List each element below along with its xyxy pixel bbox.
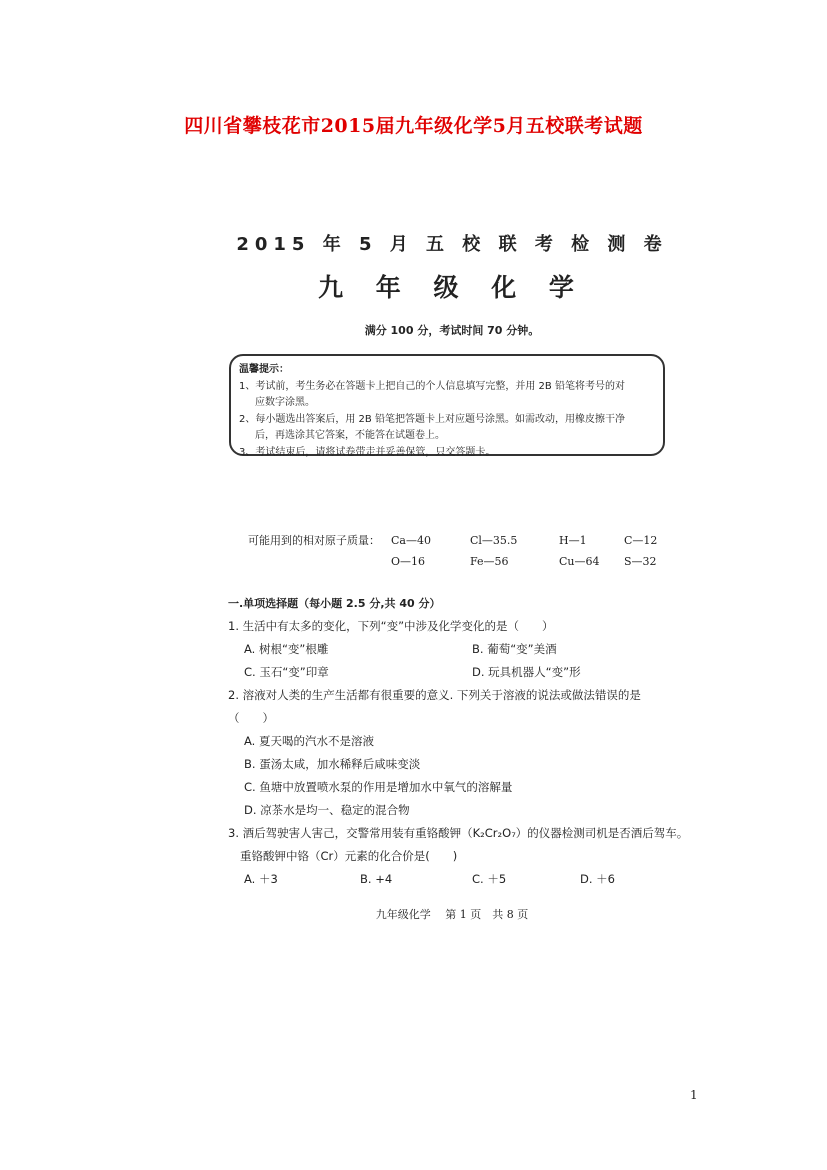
inner-page-footer: 九年级化学 第 1 页 共 8 页 — [375, 908, 529, 921]
question-stem: 2. 溶液对人类的生产生活都有很重要的意义. 下列关于溶液的说法或做法错误的是 — [228, 688, 641, 702]
question-stem: 3. 酒后驾驶害人害己，交警常用装有重铬酸钾（K₂Cr₂O₇）的仪器检测司机是否酒后驾车。 — [228, 826, 689, 840]
atomic-mass-value: Ca—40 — [391, 534, 431, 547]
option-row — [228, 638, 678, 661]
option-c: C. 玉石“变”印章 — [244, 665, 329, 679]
atomic-mass-row — [248, 551, 678, 572]
atomic-mass-row — [248, 530, 678, 551]
atomic-mass-value: Fe—56 — [470, 555, 509, 568]
option-b: B. +4 — [360, 872, 393, 886]
section-title: 一.单项选择题（每小题 2.5 分,共 40 分） — [228, 597, 441, 610]
question-3 — [228, 822, 689, 891]
option-c: C. 鱼塘中放置喷水泵的作用是增加水中氧气的溶解量 — [244, 780, 513, 794]
exam-title: 2015 年 5 月 五 校 联 考 检 测 卷 — [236, 234, 668, 255]
atomic-mass-value: Cu—64 — [559, 555, 600, 568]
notice-item: 2、每小题选出答案后，用 2B 铅笔把答题卡上对应题号涂黑。如需改动，用橡皮擦干净 — [239, 413, 625, 425]
notice-item-cont — [239, 395, 655, 412]
scanned-exam-page — [222, 226, 689, 926]
option-a: A. ＋3 — [244, 872, 278, 886]
notice-item-cont — [239, 428, 655, 445]
option-b: B. 葡萄“变”美酒 — [472, 642, 557, 656]
atomic-mass-value: Cl—35.5 — [470, 534, 518, 547]
page-number: 1 — [690, 1088, 698, 1102]
option-a: A. 树根“变”根雕 — [244, 642, 329, 656]
atomic-mass-value: H—1 — [559, 534, 587, 547]
notice-heading: 温馨提示： — [239, 364, 289, 375]
option-a: A. 夏天喝的汽水不是溶液 — [244, 734, 374, 748]
option-row — [228, 661, 678, 684]
question-1 — [228, 615, 678, 684]
option-d: D. 凉茶水是均一、稳定的混合物 — [244, 803, 410, 817]
exam-header — [222, 226, 682, 338]
atomic-mass-value: S—32 — [624, 555, 657, 568]
question-stem-cont: 重铬酸钾中铬（Cr）元素的化合价是( ) — [240, 849, 458, 863]
question-stem: 1. 生活中有太多的变化，下列“变”中涉及化学变化的是（ ） — [228, 619, 554, 633]
atomic-mass-label: 可能用到的相对原子质量： — [248, 534, 380, 547]
notice-item: 1、考试前，考生务必在答题卡上把自己的个人信息填写完整，并用 2B 铅笔将考号的对 — [239, 380, 625, 392]
notice-item: 3、考试结束后，请将试卷带走并妥善保管，只交答题卡。 — [239, 446, 496, 458]
atomic-mass-value: O—16 — [391, 555, 426, 568]
atomic-mass-value: C—12 — [624, 534, 658, 547]
atomic-mass-table — [248, 530, 678, 572]
option-b: B. 蛋汤太咸，加水稀释后咸味变淡 — [244, 757, 421, 771]
notice-item-text: 后，再选涂其它答案，不能答在试题卷上。 — [255, 430, 445, 441]
notice-item-text: 应数字涂黑。 — [255, 397, 315, 408]
question-list — [228, 592, 689, 891]
document-title: 四川省攀枝花市2015届九年级化学5月五校联考试题 — [184, 115, 643, 137]
notice-box — [229, 354, 665, 456]
option-c: C. ＋5 — [472, 872, 507, 886]
question-stem-cont: （ ） — [228, 711, 274, 725]
option-d: D. ＋6 — [580, 872, 615, 886]
option-row — [228, 868, 678, 891]
score-info: 满分 100 分，考试时间 70 分钟。 — [364, 324, 540, 337]
subject-title: 九 年 级 化 学 — [318, 273, 586, 302]
option-d: D. 玩具机器人“变”形 — [472, 665, 581, 679]
question-2 — [228, 684, 678, 822]
